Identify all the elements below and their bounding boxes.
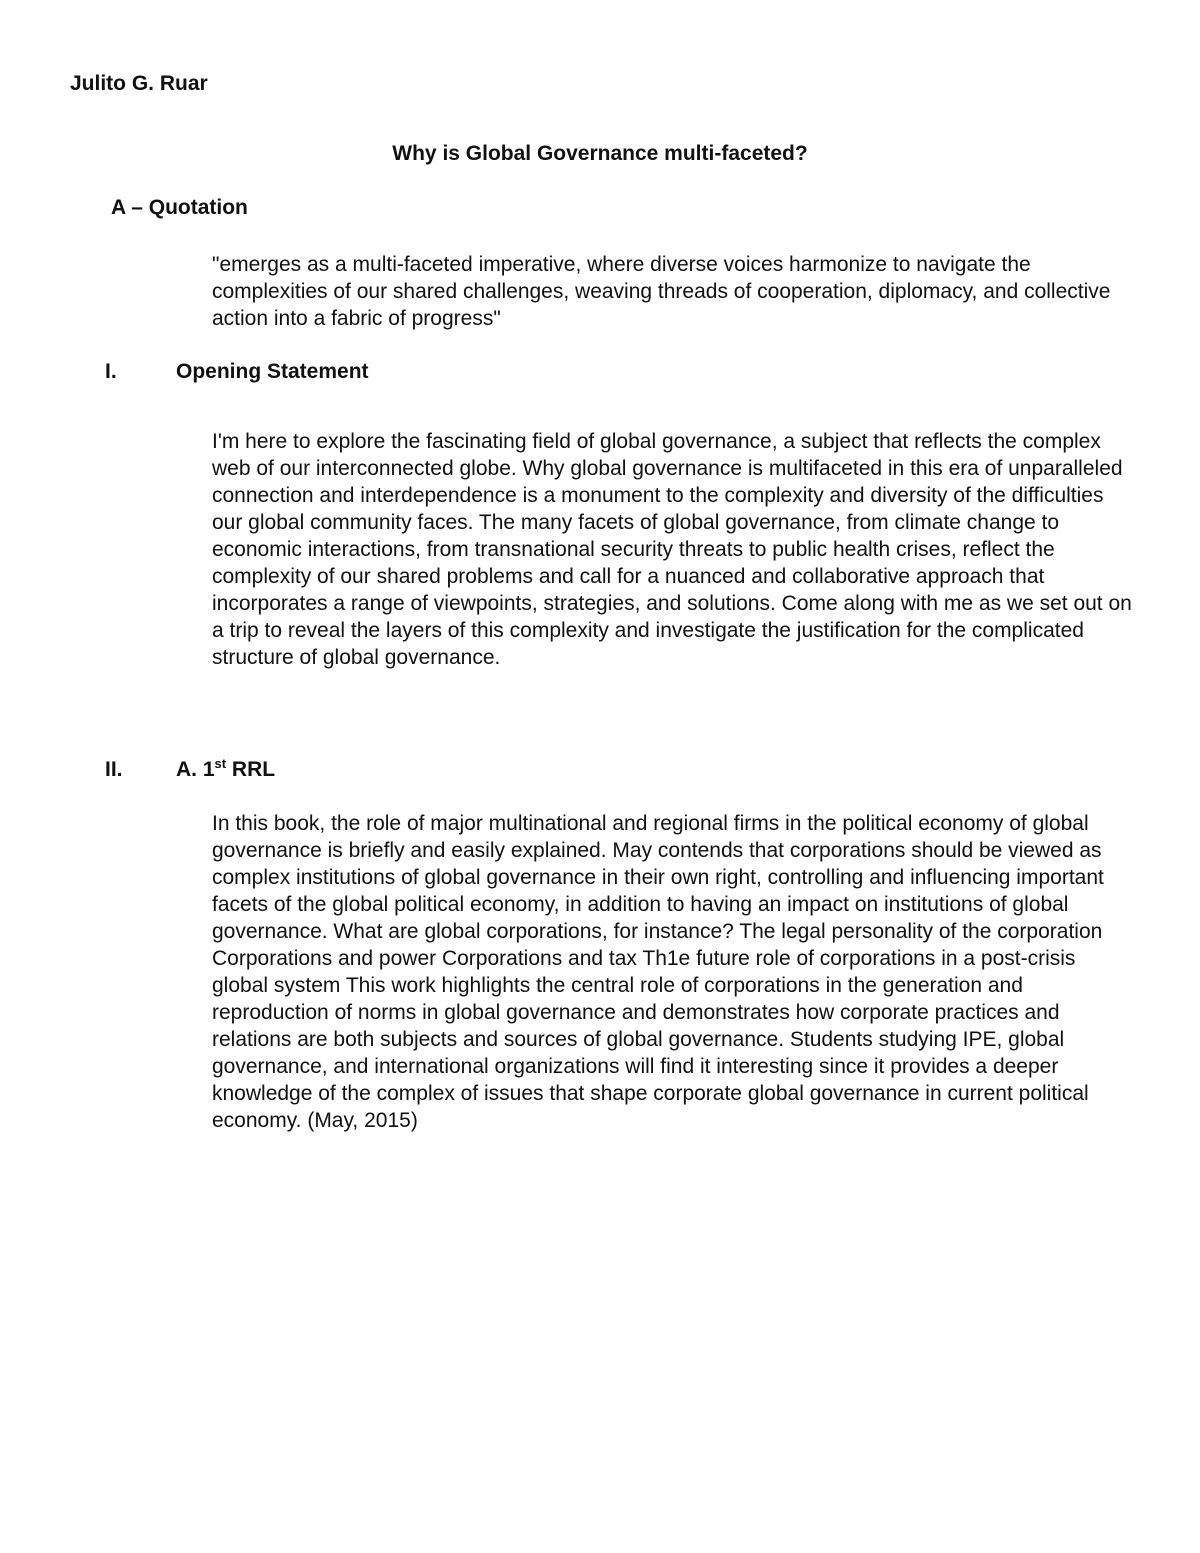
document-title: Why is Global Governance multi-faceted? bbox=[392, 142, 808, 165]
quotation-text: "emerges as a multi-faceted imperative, where diverse voices harmonize to navigate the complexities of our shared challenges, weaving threads of cooperation, diplomacy, and collective action into a fabric of progress" bbox=[212, 253, 1111, 330]
opening-statement-body: I'm here to explore the fascinating field of global governance, a subject that reflects the complex web of our interconnected globe. Why global governance is multifaceted in this era of unparalleled connection and interdependence is a monument to the complexity and diversity of the difficulties our global community faces. The many facets of global governance, from climate change to economic interactions, from transnational security threats to public health crises, reflect the complexity of our shared problems and call for a nuanced and collaborative approach that incorporates a range of viewpoints, strategies, and solutions. Come along with me as we set out on a trip to reveal the layers of this complexity and investigate the justification for the complicated structure of global governance. bbox=[212, 430, 1132, 669]
quotation-heading: A – Quotation bbox=[111, 196, 248, 219]
section-title: Opening Statement bbox=[176, 360, 369, 383]
rrl-heading-superscript: st bbox=[214, 756, 227, 771]
section-numeral: II. bbox=[105, 758, 123, 781]
section-title bbox=[176, 758, 275, 782]
rrl-body: In this book, the role of major multinational and regional firms in the political economy of global governance is briefly and easily explained. May contends that corporations should be viewed as complex institutions of global governance in their own right, controlling and influencing important facets of the global political economy, in addition to having an impact on institutions of global governance. What are global corporations, for instance? The legal personality of the corporation Corporations and power Corporations and tax Th1e future role of corporations in a post-crisis global system This work highlights the central role of corporations in the generation and reproduction of norms in global governance and demonstrates how corporate practices and relations are both subjects and sources of global governance. Students studying IPE, global governance, and international organizations will find it interesting since it provides a deeper knowledge of the complex of issues that shape corporate global governance in current political economy. (May, 2015) bbox=[212, 812, 1104, 1132]
author-name: Julito G. Ruar bbox=[70, 72, 208, 95]
section-numeral: I. bbox=[105, 360, 117, 383]
rrl-heading-suffix: RRL bbox=[226, 758, 276, 781]
rrl-heading-prefix: A. 1 bbox=[176, 758, 215, 781]
